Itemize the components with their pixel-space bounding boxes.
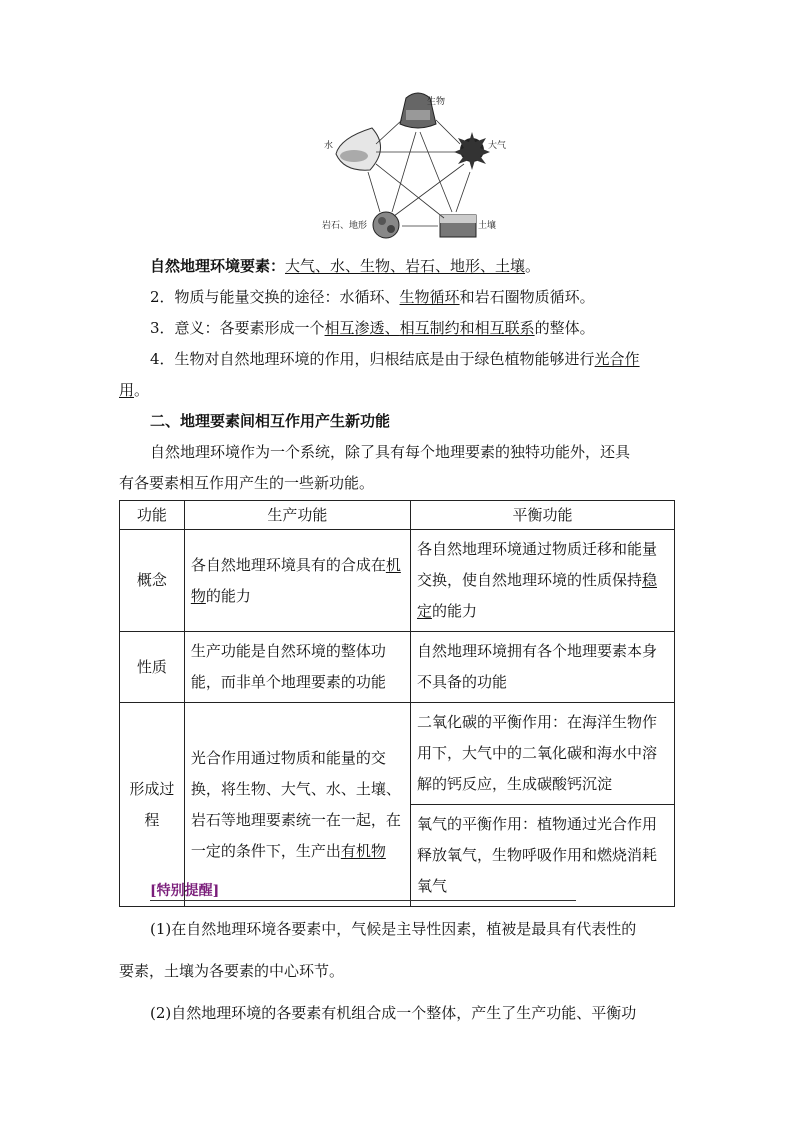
header-balance: 平衡功能 <box>410 501 674 530</box>
item2-prefix: 2．物质与能量交换的途径：水循环、 <box>150 288 400 306</box>
item4-underline-2: 用 <box>119 381 135 399</box>
nature-production: 生产功能是自然环境的整体功能，而非单个地理要素的功能 <box>184 632 410 703</box>
item4-end: 。 <box>134 381 150 399</box>
item3-underline-2: 相互制约和相互联系 <box>399 319 535 337</box>
soil-node <box>440 215 476 237</box>
special-tip-heading <box>150 880 576 901</box>
item4-line2 <box>119 381 149 399</box>
table-row-concept <box>120 530 675 632</box>
section2-heading: 二、地理要素间相互作用产生新功能 <box>150 412 391 430</box>
concept-balance-end: 的能力 <box>432 602 478 620</box>
item3-prefix: 3．意义：各要素形成一个 <box>150 319 325 337</box>
concept-production-text: 各自然地理环境具有的合成在 <box>190 555 386 574</box>
item2-line <box>150 288 595 306</box>
label-water: 水 <box>324 141 334 151</box>
elements-diagram-svg <box>320 92 520 244</box>
item2-underline: 生物循环 <box>399 288 460 306</box>
item4-line1 <box>150 350 640 368</box>
concept-production <box>184 530 410 632</box>
concept-balance <box>410 530 674 632</box>
item4-text: 4．生物对自然地理环境的作用，归根结底是由于绿色植物能够进行 <box>150 350 595 368</box>
header-production: 生产功能 <box>184 501 410 530</box>
rock-node <box>373 212 399 238</box>
elements-diagram <box>320 92 520 244</box>
water-node <box>336 128 381 170</box>
label-soil: 土壤 <box>478 221 497 231</box>
row-label-nature: 性质 <box>120 632 185 703</box>
elements-line <box>150 257 540 275</box>
concept-balance-underline: 稳定 <box>416 571 658 620</box>
item2-suffix: 和岩石圈物质循环。 <box>459 288 595 306</box>
table-header-row <box>120 501 675 530</box>
nature-balance: 自然地理环境拥有各个地理要素本身不具备的功能 <box>410 632 674 703</box>
process-balance-o2: 氧气的平衡作用：植物通过光合作用释放氧气，生物呼吸作用和燃烧消耗氧气 <box>410 805 674 907</box>
function-table <box>119 500 675 907</box>
process-production-underline: 有机物 <box>340 841 386 860</box>
section2-intro-2: 有各要素相互作用产生的一些新功能。 <box>119 474 375 492</box>
tip-p1-line1: (1)在自然地理环境各要素中，气候是主导性因素，植被是最具有代表性的 <box>150 920 637 938</box>
process-production-text: 光合作用通过物质和能量的交换，将生物、大气、水、土壤、岩石等地理要素统一在一起，在一定的条件下，生产出 <box>190 748 401 860</box>
concept-production-underline: 机物 <box>190 555 401 605</box>
header-function: 功能 <box>120 501 185 530</box>
elements-prefix: 自然地理环境要素： <box>150 257 286 275</box>
label-atmo: 大气 <box>488 141 507 151</box>
concept-balance-text-1: 各自然地理环境通过物质迁移和能 <box>416 540 642 558</box>
item3-underline-1: 相互渗透 <box>324 319 385 337</box>
table-row-process-1 <box>120 703 675 805</box>
item4-underline-1: 光合作 <box>594 350 640 368</box>
section2-intro-1: 自然地理环境作为一个系统，除了具有每个地理要素的独特功能外，还具 <box>150 443 631 461</box>
concept-production-end: 的能力 <box>205 586 251 605</box>
tip-p2-line1: (2)自然地理环境的各要素有机组合成一个整体，产生了生产功能、平衡功 <box>150 1004 637 1022</box>
process-production <box>184 703 410 907</box>
row-label-process: 形成过程 <box>120 703 185 907</box>
atmo-node <box>454 132 490 170</box>
diagram-arrows <box>368 120 470 226</box>
table-row-nature <box>120 632 675 703</box>
label-bio: 生物 <box>427 97 446 107</box>
process-balance-co2: 二氧化碳的平衡作用：在海洋生物作用下，大气中的二氧化碳和海水中溶解的钙反应，生成碳酸钙沉淀 <box>410 703 674 805</box>
tip-p1-line2: 要素，土壤为各要素的中心环节。 <box>119 962 345 980</box>
item3-sep: 、 <box>384 319 400 337</box>
item3-line <box>150 319 595 337</box>
label-rock: 岩石、地形 <box>322 221 368 231</box>
elements-value: 大气、水、生物、岩石、地形、土壤 <box>285 257 526 275</box>
elements-end: 。 <box>525 257 541 275</box>
special-tip-title: [特别提醒] <box>150 883 220 899</box>
concept-balance-text-2: 量交换，使自然地理环境的性质保持 <box>416 540 658 589</box>
item3-suffix: 的整体。 <box>534 319 595 337</box>
row-label-concept: 概念 <box>120 530 185 632</box>
